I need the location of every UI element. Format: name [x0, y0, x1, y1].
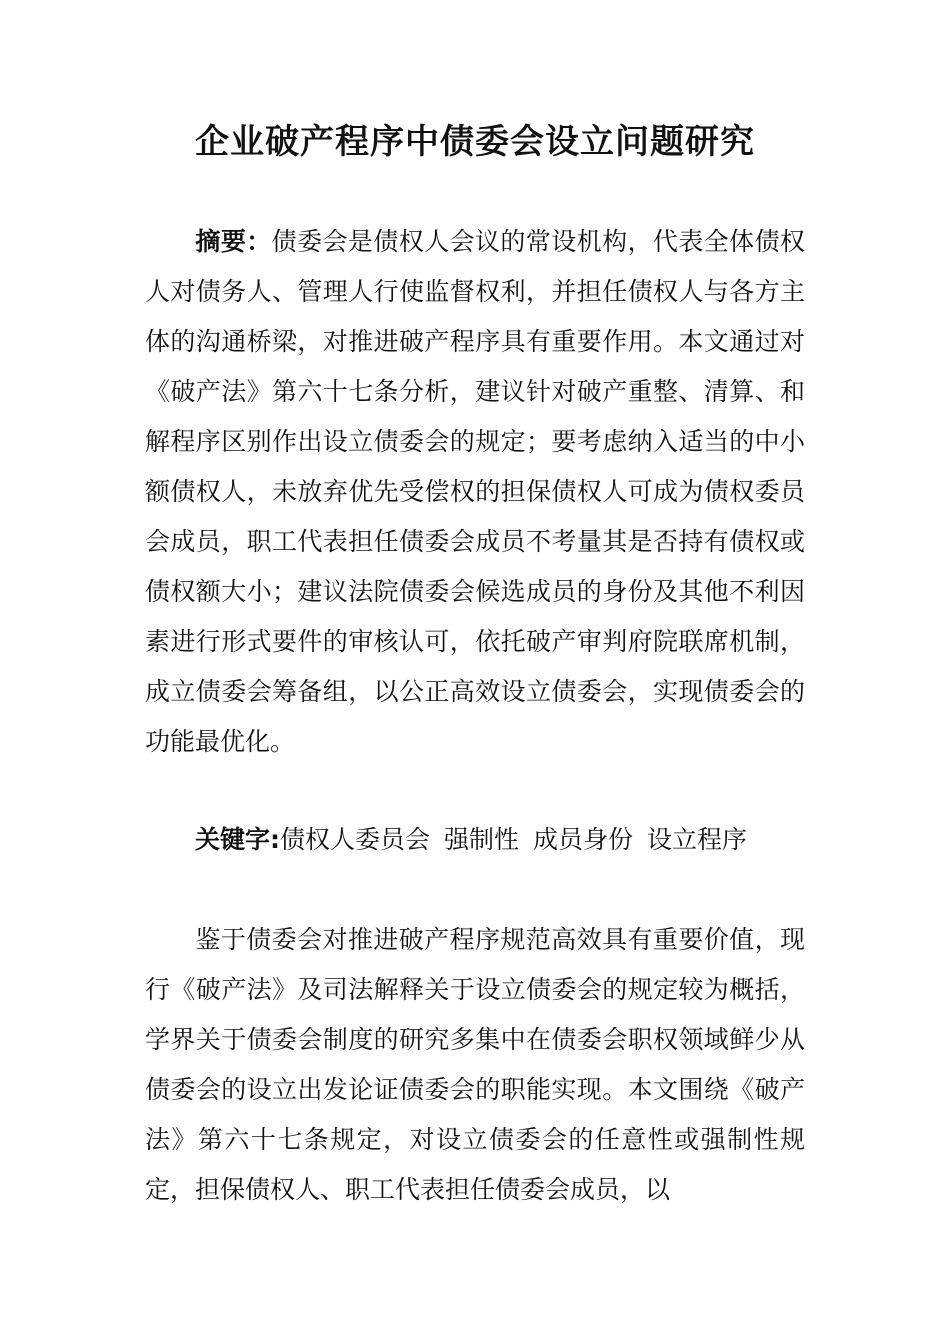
keywords-line: [145, 815, 805, 865]
keyword-item: 设立程序: [647, 825, 748, 854]
abstract-label: 摘要：: [195, 227, 272, 256]
keyword-item: 债权人委员会: [280, 825, 431, 854]
abstract-paragraph: [145, 217, 805, 767]
keywords-label: 关键字:: [195, 825, 280, 854]
keyword-item: 成员身份: [533, 825, 634, 854]
keyword-item: 强制性: [444, 825, 520, 854]
intro-paragraph: [145, 915, 805, 1215]
intro-text: 鉴于债委会对推进破产程序规范高效具有重要价值，现行《破产法》及司法解释关于设立债委会的规定较为概括，学界关于债委会制度的研究多集中在债委会职权领域鲜少从债委会的设立出发论证债委会的职能实现。本文围绕《破产法》第六十七条规定，对设立债委会的任意性或强制性规定，担保债权人、职工代表担任债委会成员，以: [145, 925, 805, 1204]
abstract-text: 债委会是债权人会议的常设机构，代表全体债权人对债务人、管理人行使监督权利，并担任债权人与各方主体的沟通桥梁，对推进破产程序具有重要作用。本文通过对《破产法》第六十七条分析，建议针对破产重整、清算、和解程序区别作出设立债委会的规定；要考虑纳入适当的中小额债权人，未放弃优先受偿权的担保债权人可成为债权委员会成员，职工代表担任债委会成员不考量其是否持有债权或债权额大小；建议法院债委会候选成员的身份及其他不利因素进行形式要件的审核认可，依托破产审判府院联席机制，成立债委会筹备组，以公正高效设立债委会，实现债委会的功能最优化。: [145, 227, 805, 756]
document-title: 企业破产程序中债委会设立问题研究: [195, 122, 755, 162]
